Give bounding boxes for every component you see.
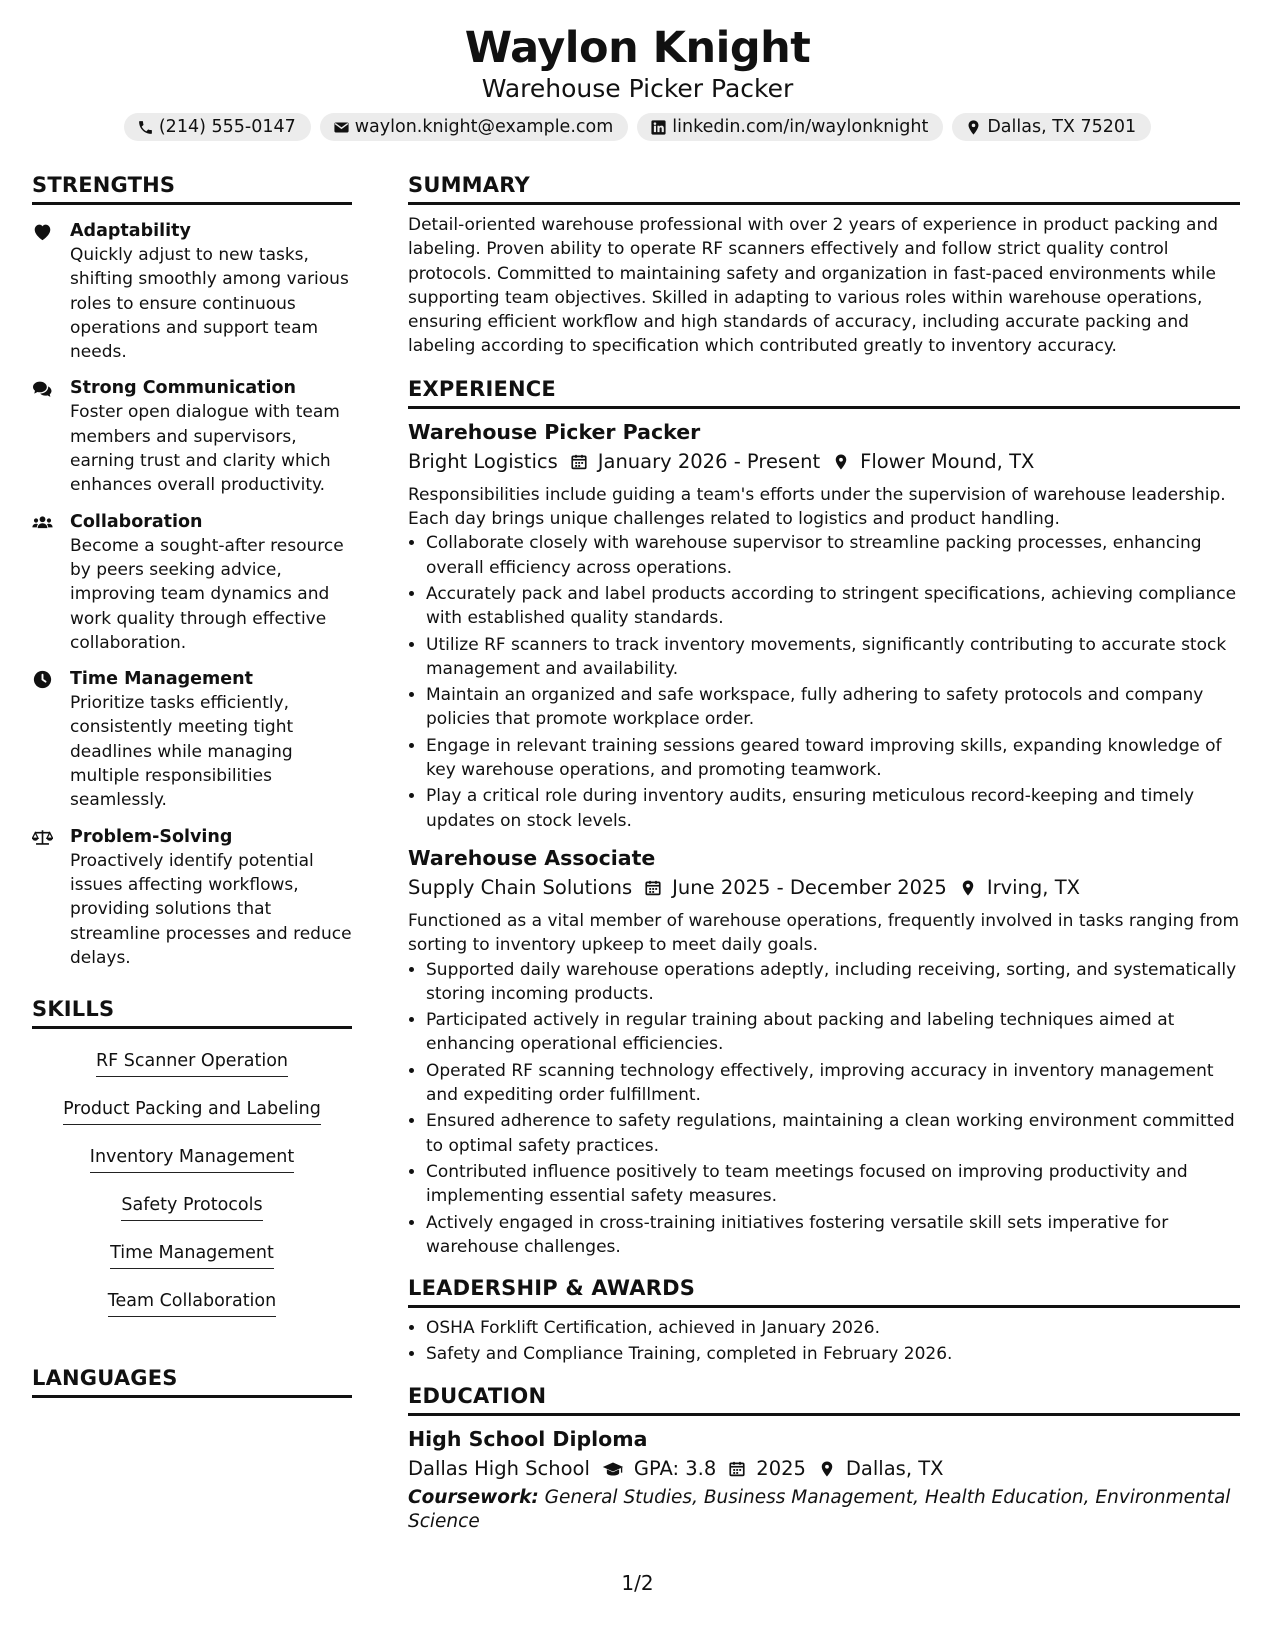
awards-list (408, 1316, 1240, 1367)
job-meta (408, 447, 1240, 477)
skills-list (32, 1037, 352, 1329)
calendar-icon (644, 879, 662, 897)
users-icon (32, 513, 53, 532)
list-item: • Engage in relevant training sessions geared toward improving skills, expanding knowledge of key warehouse operations, and promoting teamwork. (426, 734, 1240, 783)
list-item: • Accurately pack and label products according to stringent specifications, achieving compliance with established quality standards. (426, 582, 1240, 631)
list-item: • Utilize RF scanners to track inventory movements, significantly contributing to accurate stock management and availability. (426, 633, 1240, 682)
page-number: 1/2 (621, 1571, 654, 1595)
strength-desc: Prioritize tasks efficiently, consistently meeting tight deadlines while managing multiple responsibilities seamlessly. (70, 693, 294, 811)
job-dates: January 2026 - Present (597, 449, 821, 473)
job-description: Functioned as a vital member of warehouse operations, frequently involved in tasks ranging from sorting to inventory upkeep to meet daily goals. (408, 910, 1240, 956)
strength-title: Collaboration (70, 511, 203, 532)
school-location: Dallas, TX (845, 1456, 944, 1480)
skill-item: RF Scanner Operation (96, 1049, 288, 1077)
phone-icon (137, 119, 154, 136)
strength-title: Time Management (70, 669, 253, 690)
list-item: • OSHA Forklift Certification, achieved in January 2026. (426, 1316, 1240, 1340)
list-item: • Collaborate closely with warehouse supervisor to streamline packing processes, enhancing overall efficiency across operations. (426, 531, 1240, 580)
contact-email[interactable] (320, 113, 629, 141)
left-column (32, 170, 352, 1406)
linkedin-icon (650, 119, 667, 136)
coursework-label: Coursework: (408, 1486, 539, 1508)
job-bullets (408, 531, 1240, 833)
scale-icon (32, 828, 53, 847)
summary-heading: SUMMARY (408, 170, 1240, 205)
awards-heading: LEADERSHIP & AWARDS (408, 1273, 1240, 1308)
experience-entry (408, 417, 1240, 833)
phone-text: (214) 555-0147 (158, 117, 296, 137)
map-pin-icon (965, 119, 982, 136)
summary-text: Detail-oriented warehouse professional with over 2 years of experience in product packing and labeling. Proven ability to operate RF scanners effectively and follow strict quality control protocols. Committed to maintaining safety and organization in fast-paced environments while supporting team objectives. Skilled in adapting to various roles within warehouse operations, ensuring efficient workflow and high standards of accuracy, including accurate packing and labeling according to specification which contributed greatly to inventory accuracy. (408, 215, 1219, 357)
company-name: Bright Logistics (408, 449, 558, 473)
map-pin-icon (818, 1460, 836, 1478)
company-name: Supply Chain Solutions (408, 875, 633, 899)
strength-desc: Become a sought-after resource by peers seeking advice, improving team dynamics and work quality through effective collaboration. (70, 535, 344, 653)
list-item: • Supported daily warehouse operations adeptly, including receiving, sorting, and systematically storing incoming products. (426, 958, 1240, 1007)
strength-item (32, 376, 352, 497)
degree-title: High School Diploma (408, 1426, 648, 1451)
clock-icon (32, 670, 53, 689)
graduation-cap-icon (602, 1460, 624, 1478)
job-title: Warehouse Picker Packer (408, 419, 701, 444)
envelope-icon (333, 119, 350, 136)
skills-heading: SKILLS (32, 994, 352, 1029)
list-item: • Actively engaged in cross-training initiatives fostering versatile skill sets imperative for warehouse challenges. (426, 1211, 1240, 1260)
skill-item: Time Management (110, 1241, 274, 1269)
skill-item: Team Collaboration (108, 1289, 276, 1317)
calendar-icon (728, 1460, 746, 1478)
list-item: • Ensured adherence to safety regulations, maintaining a clean working environment committed to optimal safety practices. (426, 1109, 1240, 1158)
strength-item (32, 510, 352, 655)
education-meta (408, 1454, 1240, 1484)
list-item: • Participated actively in regular training about packing and labeling techniques aimed at enhancing operational efficiencies. (426, 1008, 1240, 1057)
right-column (408, 170, 1240, 1534)
languages-heading: LANGUAGES (32, 1363, 352, 1398)
list-item: • Maintain an organized and safe workspace, fully adhering to safety protocols and company policies that promote workplace order. (426, 683, 1240, 732)
school-name: Dallas High School (408, 1456, 590, 1480)
location-text: Dallas, TX 75201 (987, 117, 1137, 137)
calendar-icon (570, 453, 588, 471)
coursework-text: General Studies, Business Management, Health Education, Environmental Science (408, 1486, 1231, 1532)
map-pin-icon (832, 453, 850, 471)
list-item: • Operated RF scanning technology effectively, improving accuracy in inventory management and expediting order fulfillment. (426, 1059, 1240, 1108)
gpa-text: GPA: 3.8 (633, 1456, 717, 1480)
strength-item (32, 667, 352, 812)
strength-desc: Foster open dialogue with team members and supervisors, earning trust and clarity which enhances overall productivity. (70, 402, 340, 496)
experience-entry (408, 843, 1240, 1259)
job-location: Irving, TX (986, 875, 1080, 899)
job-location: Flower Mound, TX (860, 449, 1035, 473)
strengths-heading: STRENGTHS (32, 170, 352, 205)
contact-linkedin[interactable] (637, 113, 943, 141)
strength-title: Adaptability (70, 221, 191, 241)
skill-item: Product Packing and Labeling (63, 1097, 321, 1125)
strength-item (32, 825, 352, 970)
contact-bar (0, 113, 1275, 141)
strength-desc: Quickly adjust to new tasks, shifting smoothly among various roles to ensure continuous operations and support team needs. (70, 245, 349, 363)
job-title: Warehouse Associate (408, 845, 656, 870)
list-item: • Safety and Compliance Training, completed in February 2026. (426, 1342, 1240, 1366)
linkedin-text: linkedin.com/in/waylonknight (672, 117, 929, 137)
graduation-year: 2025 (756, 1456, 806, 1480)
strength-desc: Proactively identify potential issues affecting workflows, providing solutions that streamline processes and reduce delays. (70, 850, 352, 968)
strength-title: Strong Communication (70, 378, 296, 399)
contact-phone[interactable] (124, 113, 311, 141)
coursework (408, 1486, 1240, 1535)
candidate-name: Waylon Knight (464, 23, 811, 73)
job-dates: June 2025 - December 2025 (672, 875, 947, 899)
experience-heading: EXPERIENCE (408, 374, 1240, 409)
candidate-title: Warehouse Picker Packer (481, 74, 794, 103)
skill-item: Safety Protocols (121, 1193, 262, 1221)
education-heading: EDUCATION (408, 1381, 1240, 1416)
map-pin-icon (959, 879, 977, 897)
skill-item: Inventory Management (90, 1145, 294, 1173)
comments-icon (32, 379, 53, 398)
job-description: Responsibilities include guiding a team's efforts under the supervision of warehouse leadership. Each day brings unique challenges related to logistics and product handling. (408, 484, 1226, 530)
job-meta (408, 873, 1240, 903)
email-text: waylon.knight@example.com (354, 117, 614, 137)
list-item: • Play a critical role during inventory audits, ensuring meticulous record-keeping and timely updates on stock levels. (426, 784, 1240, 833)
heart-icon (32, 222, 53, 241)
strength-item (32, 219, 352, 364)
strength-title: Problem-Solving (70, 826, 233, 847)
contact-location (952, 113, 1151, 141)
job-bullets (408, 958, 1240, 1260)
list-item: • Contributed influence positively to team meetings focused on improving productivity and implementing essential safety measures. (426, 1160, 1240, 1209)
